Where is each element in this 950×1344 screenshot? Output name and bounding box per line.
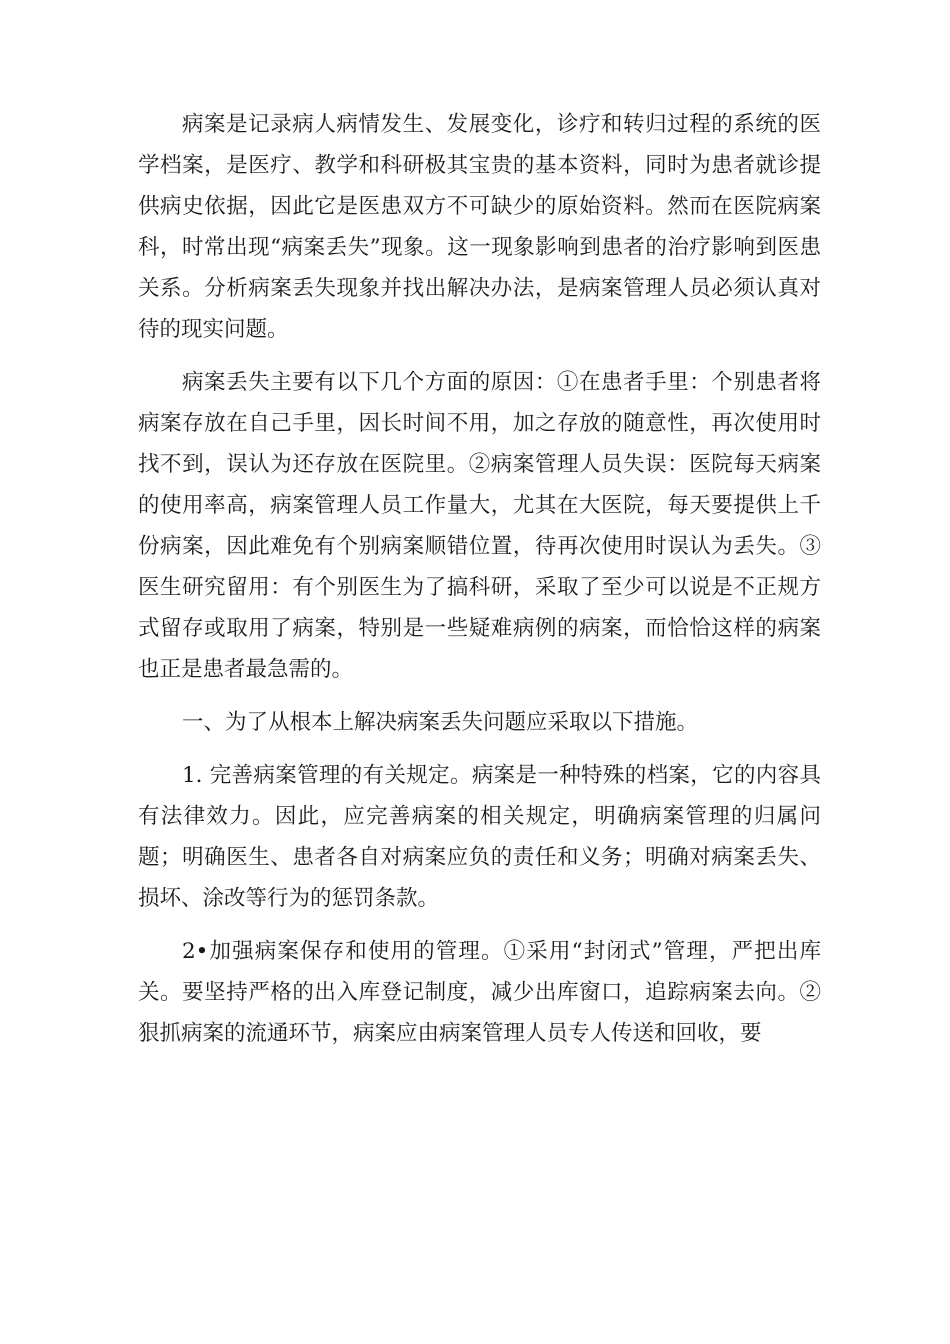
paragraph-measure-1: 1. 完善病案管理的有关规定。病案是一种特殊的档案，它的内容具有法律效力。因此，应完善病案的相关规定，明确病案管理的归属问题；明确医生、患者各自对病案应负的责任和义务；明确对病案丢失、损坏、涂改等行为的惩罚条款。: [138, 763, 821, 911]
paragraph-measures-heading: 一、为了从根本上解决病案丢失问题应采取以下措施。: [182, 710, 699, 735]
paragraph-causes: 病案丢失主要有以下几个方面的原因：①在患者手里：个别患者将病案存放在自己手里，因长时间不用，加之存放的随意性，再次使用时找不到，误认为还存放在医院里。②病案管理人员失误：医院每天病案的使用率高，病案管理人员工作量大，尤其在大医院，每天要提供上千份病案，因此难免有个别病案顺错位置，待再次使用时误认为丢失。③医生研究留用：有个别医生为了搞科研，采取了至少可以说是不正规方式留存或取用了病案，特别是一些疑难病例的病案，而恰恰这样的病案也正是患者最急需的。: [138, 370, 821, 682]
document-body: [138, 104, 821, 1066]
paragraph-measure-2: 2•加强病案保存和使用的管理。①采用“封闭式”管理，严把出库关。要坚持严格的出入库登记制度，减少出库窗口，追踪病案去向。②狠抓病案的流通环节，病案应由病案管理人员专人传送和回收，要: [138, 939, 821, 1046]
paragraph-intro: 病案是记录病人病情发生、发展变化，诊疗和转归过程的系统的医学档案，是医疗、教学和科研极其宝贵的基本资料，同时为患者就诊提供病史依据，因此它是医患双方不可缺少的原始资料。然而在医院病案科，时常出现“病案丢失”现象。这一现象影响到患者的治疗影响到医患关系。分析病案丢失现象并找出解决办法，是病案管理人员必须认真对待的现实问题。: [138, 112, 821, 342]
